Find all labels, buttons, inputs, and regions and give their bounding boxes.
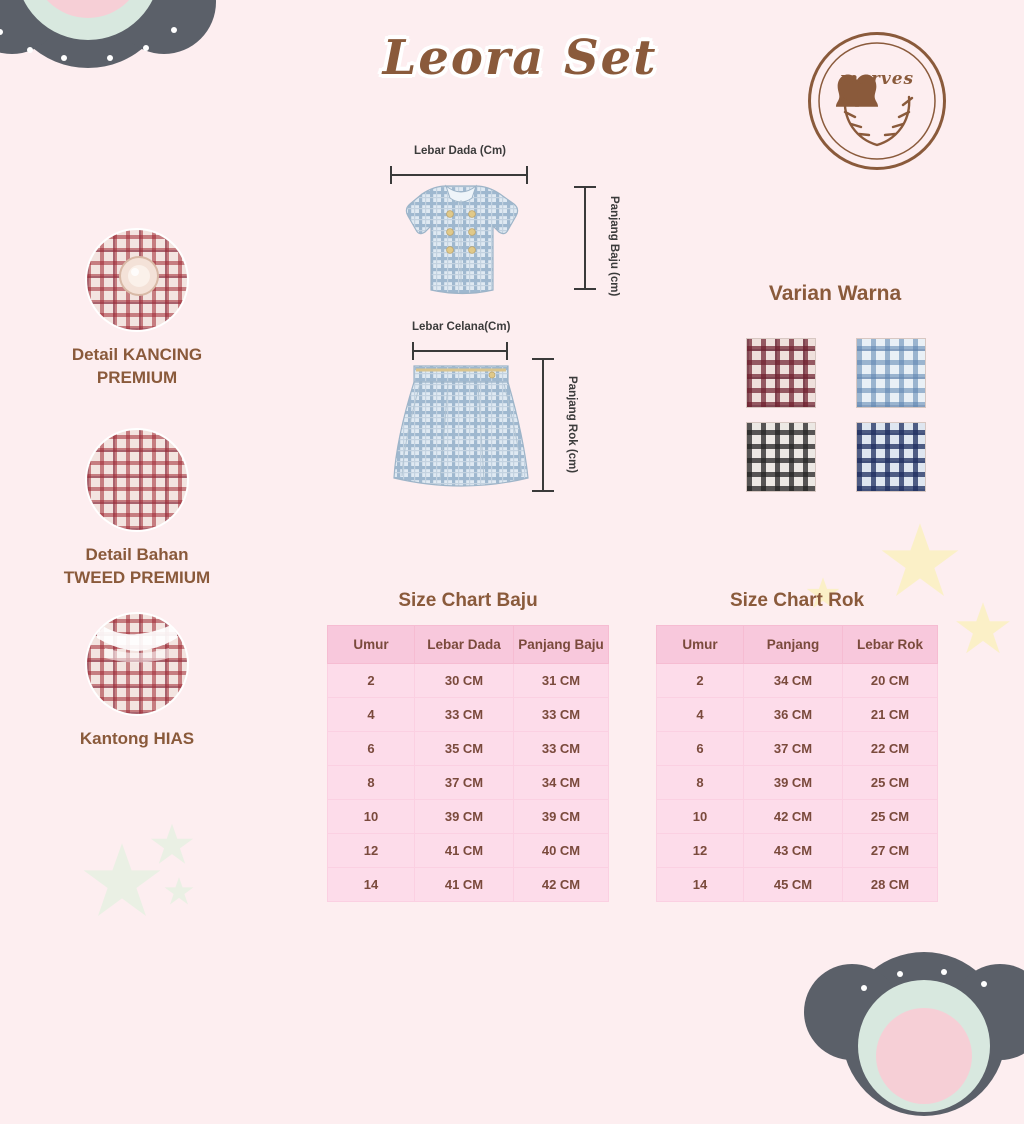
table-row bbox=[657, 868, 938, 902]
size-chart-baju-table bbox=[327, 625, 609, 902]
plaid-skirt-illustration bbox=[386, 356, 536, 492]
plaid-blouse-illustration bbox=[386, 180, 536, 305]
color-swatch-navy-plaid[interactable] bbox=[856, 422, 926, 492]
table-row bbox=[657, 698, 938, 732]
measure-tick bbox=[532, 358, 554, 360]
cell-lebar-dada: 39 CM bbox=[415, 800, 514, 834]
cell-umur: 10 bbox=[328, 800, 415, 834]
cell-lebar-rok: 25 CM bbox=[843, 800, 938, 834]
cell-umur: 12 bbox=[657, 834, 744, 868]
table-row bbox=[328, 868, 609, 902]
measure-line-horizontal bbox=[390, 174, 528, 176]
cell-lebar-dada: 35 CM bbox=[415, 732, 514, 766]
col-umur: Umur bbox=[657, 626, 744, 664]
measure-line-vertical bbox=[584, 186, 586, 290]
feature-label-line2: TWEED PREMIUM bbox=[63, 567, 211, 587]
table-header-row bbox=[657, 626, 938, 664]
button-closeup-swatch bbox=[85, 228, 189, 332]
feature-label-line1: Detail Bahan bbox=[85, 545, 189, 564]
cell-umur: 2 bbox=[328, 664, 415, 698]
tweed-fabric-swatch bbox=[85, 428, 189, 532]
cell-panjang: 36 CM bbox=[744, 698, 843, 732]
feature-label-line1: Detail KANCING bbox=[71, 345, 203, 364]
decorative-pocket-swatch bbox=[85, 612, 189, 716]
cell-panjang: 43 CM bbox=[744, 834, 843, 868]
cell-panjang-baju: 33 CM bbox=[514, 732, 609, 766]
measure-tick bbox=[574, 288, 596, 290]
color-swatch-black-plaid[interactable] bbox=[746, 422, 816, 492]
table-row bbox=[328, 698, 609, 732]
cell-umur: 14 bbox=[657, 868, 744, 902]
feature-label-line2: PREMIUM bbox=[96, 367, 178, 387]
label-lebar-dada: Lebar Dada (Cm) bbox=[414, 145, 507, 157]
col-panjang: Panjang bbox=[744, 626, 843, 664]
cell-panjang-baju: 33 CM bbox=[514, 698, 609, 732]
feature-tweed-premium bbox=[12, 428, 262, 590]
size-chart-rok bbox=[656, 625, 938, 902]
star-decoration bbox=[955, 600, 1011, 656]
table-header-row bbox=[328, 626, 609, 664]
cell-umur: 4 bbox=[328, 698, 415, 732]
cell-lebar-dada: 33 CM bbox=[415, 698, 514, 732]
cell-panjang: 39 CM bbox=[744, 766, 843, 800]
cell-lebar-dada: 37 CM bbox=[415, 766, 514, 800]
table-row bbox=[328, 766, 609, 800]
measure-line-horizontal bbox=[412, 350, 508, 352]
cell-umur: 4 bbox=[657, 698, 744, 732]
color-swatch-blue-plaid[interactable] bbox=[856, 338, 926, 408]
color-swatch-maroon-plaid[interactable] bbox=[746, 338, 816, 408]
table-row bbox=[657, 834, 938, 868]
table-row bbox=[328, 732, 609, 766]
brand-name: marves bbox=[839, 69, 915, 89]
feature-kancing-premium bbox=[12, 228, 262, 390]
cell-panjang-baju: 39 CM bbox=[514, 800, 609, 834]
cell-lebar-rok: 28 CM bbox=[843, 868, 938, 902]
star-decoration bbox=[880, 520, 960, 600]
cell-panjang-baju: 34 CM bbox=[514, 766, 609, 800]
feature-kantong-hias bbox=[12, 612, 262, 751]
cell-lebar-rok: 27 CM bbox=[843, 834, 938, 868]
cell-panjang-baju: 40 CM bbox=[514, 834, 609, 868]
cell-umur: 10 bbox=[657, 800, 744, 834]
cell-umur: 14 bbox=[328, 868, 415, 902]
cell-lebar-dada: 41 CM bbox=[415, 868, 514, 902]
cell-lebar-rok: 20 CM bbox=[843, 664, 938, 698]
cell-panjang: 45 CM bbox=[744, 868, 843, 902]
cell-lebar-dada: 30 CM bbox=[415, 664, 514, 698]
table-row bbox=[657, 732, 938, 766]
varian-warna-title: Varian Warna bbox=[768, 282, 902, 305]
flower-decoration-top-left bbox=[0, 0, 220, 142]
size-chart-rok-title: Size Chart Rok bbox=[729, 590, 865, 611]
flower-decoration-bottom-right bbox=[804, 884, 1024, 1124]
table-row bbox=[657, 800, 938, 834]
measure-tick bbox=[574, 186, 596, 188]
size-chart-baju-title: Size Chart Baju bbox=[398, 590, 538, 611]
table-row bbox=[328, 664, 609, 698]
cell-umur: 6 bbox=[657, 732, 744, 766]
cell-panjang-baju: 42 CM bbox=[514, 868, 609, 902]
star-decoration bbox=[150, 822, 194, 866]
label-panjang-baju: Panjang Baju (cm) bbox=[608, 196, 620, 297]
cell-umur: 8 bbox=[328, 766, 415, 800]
size-chart-baju bbox=[327, 625, 609, 902]
cell-lebar-rok: 22 CM bbox=[843, 732, 938, 766]
table-row bbox=[657, 766, 938, 800]
measure-tick bbox=[532, 490, 554, 492]
brand-logo bbox=[808, 32, 946, 170]
cell-umur: 12 bbox=[328, 834, 415, 868]
cell-umur: 2 bbox=[657, 664, 744, 698]
col-lebar-rok: Lebar Rok bbox=[843, 626, 938, 664]
silhouette-badge-icon bbox=[811, 35, 943, 167]
cell-panjang: 37 CM bbox=[744, 732, 843, 766]
cell-panjang: 34 CM bbox=[744, 664, 843, 698]
cell-lebar-rok: 21 CM bbox=[843, 698, 938, 732]
star-decoration bbox=[164, 876, 194, 906]
label-lebar-celana: Lebar Celana(Cm) bbox=[412, 321, 511, 333]
feature-label-line1: Kantong HIAS bbox=[79, 729, 195, 748]
cell-lebar-dada: 41 CM bbox=[415, 834, 514, 868]
col-umur: Umur bbox=[328, 626, 415, 664]
size-chart-rok-table bbox=[656, 625, 938, 902]
col-lebar-dada: Lebar Dada bbox=[415, 626, 514, 664]
col-panjang-baju: Panjang Baju bbox=[514, 626, 609, 664]
table-row bbox=[657, 664, 938, 698]
cell-umur: 8 bbox=[657, 766, 744, 800]
label-panjang-rok: Panjang Rok (cm) bbox=[566, 376, 578, 474]
cell-panjang-baju: 31 CM bbox=[514, 664, 609, 698]
measure-line-vertical bbox=[542, 358, 544, 492]
cell-umur: 6 bbox=[328, 732, 415, 766]
cell-lebar-rok: 25 CM bbox=[843, 766, 938, 800]
page-title: Leora Set bbox=[382, 30, 658, 86]
table-row bbox=[328, 834, 609, 868]
cell-panjang: 42 CM bbox=[744, 800, 843, 834]
table-row bbox=[328, 800, 609, 834]
